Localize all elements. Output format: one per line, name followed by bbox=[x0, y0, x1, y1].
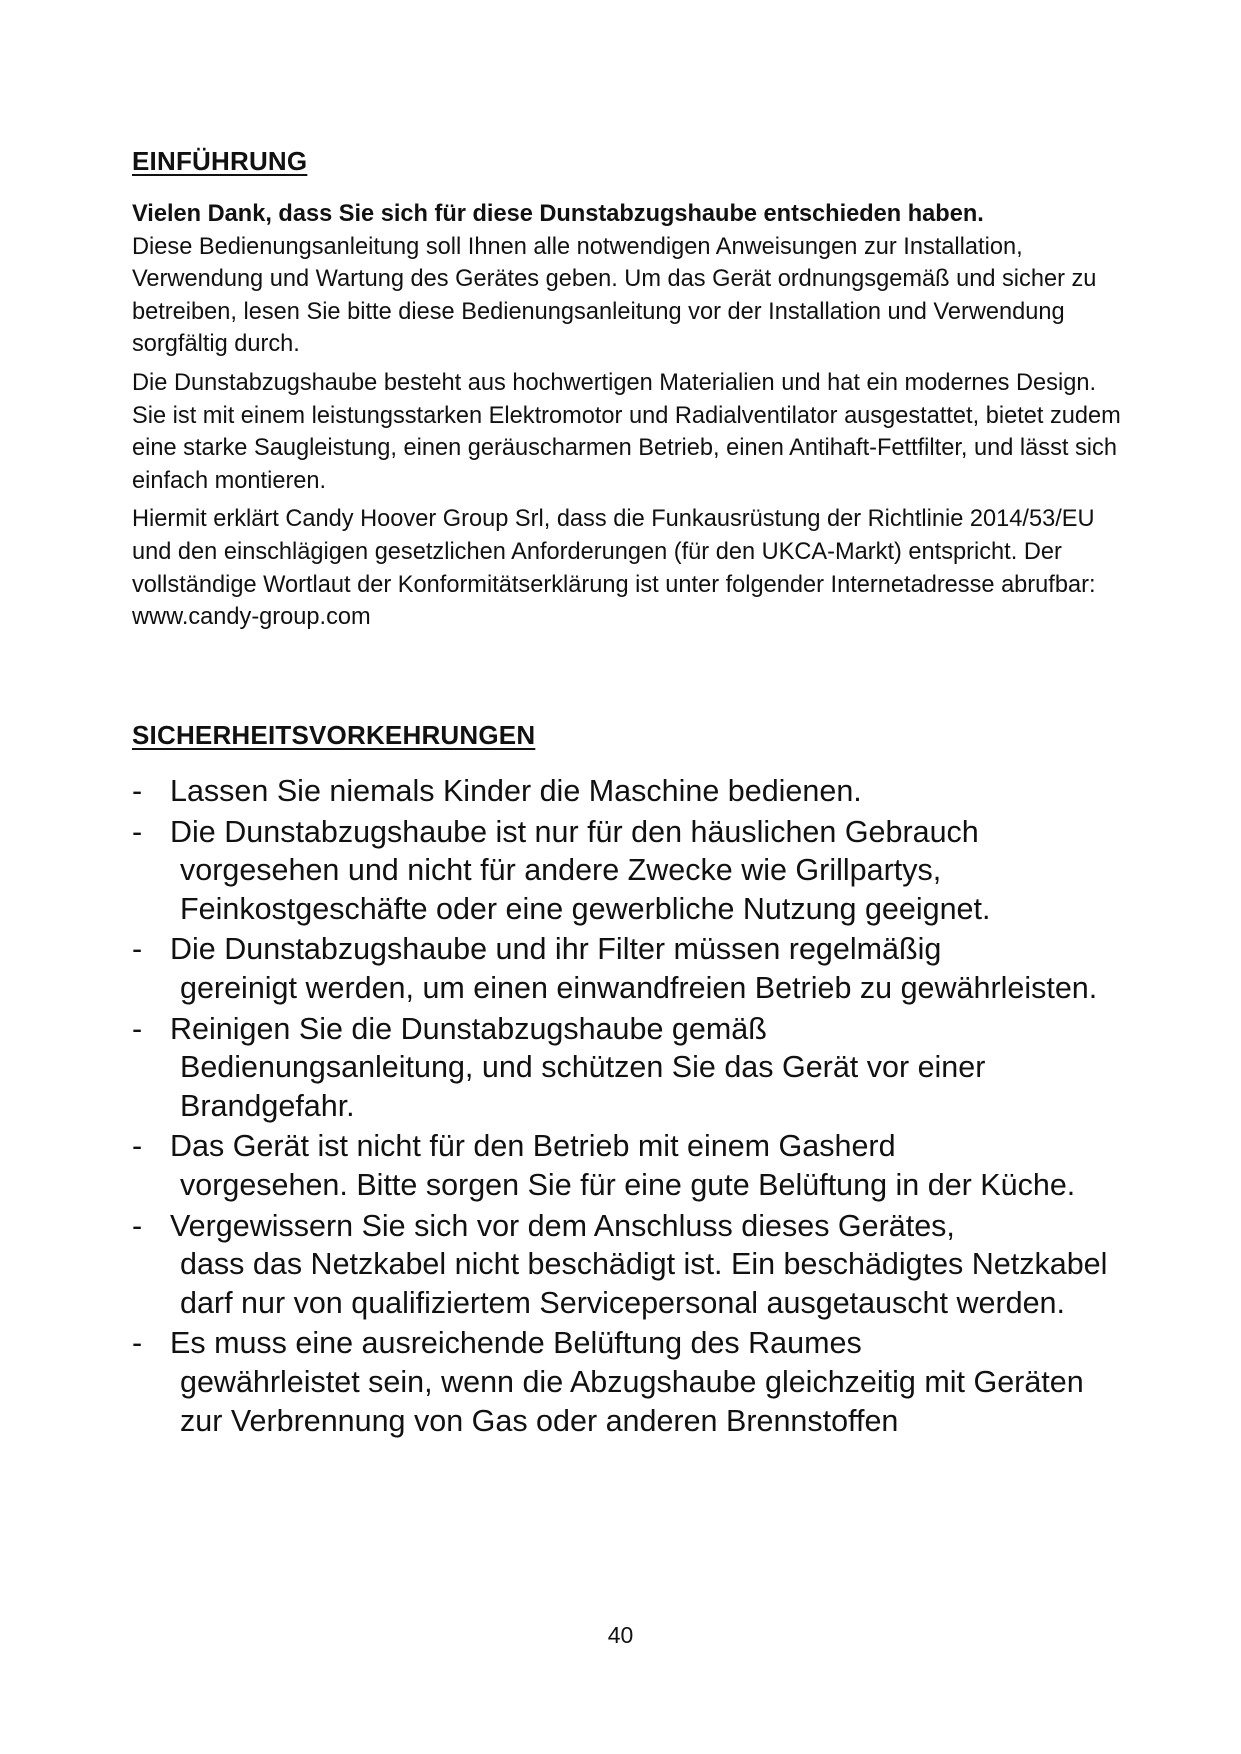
list-item-continuation: vorgesehen und nicht für andere Zwecke wie Grillpartys, Feinkostgeschäfte oder eine gewerbliche Nutzung geeignet. bbox=[180, 853, 991, 926]
list-item-continuation: gereinigt werden, um einen einwandfreien Betrieb zu gewährleisten. bbox=[180, 970, 1098, 1005]
list-item bbox=[132, 930, 1132, 1007]
list-item bbox=[132, 1207, 1132, 1323]
list-item-first-line: Es muss eine ausreichende Belüftung des Raumes bbox=[170, 1326, 862, 1361]
bullet-dash: - bbox=[132, 814, 143, 849]
list-item bbox=[132, 1324, 1132, 1440]
list-item bbox=[132, 1127, 1132, 1204]
bullet-dash: - bbox=[132, 1326, 143, 1361]
list-item-continuation: dass das Netzkabel nicht beschädigt ist. Ein beschädigtes Netzkabel darf nur von qualifiziertem Servicepersonal ausgetauscht werden. bbox=[180, 1247, 1108, 1320]
list-item-continuation: gewährleistet sein, wenn die Abzugshaube gleichzeitig mit Geräten zur Verbrennung von Gas oder anderen Brennstoffen bbox=[180, 1364, 1084, 1438]
bullet-dash: - bbox=[132, 774, 143, 808]
bullet-dash: - bbox=[132, 1208, 143, 1243]
list-item-first-line: Lassen Sie niemals Kinder die Maschine bedienen. bbox=[170, 774, 862, 808]
intro-lead: Vielen Dank, dass Sie sich für diese Dunstabzugshaube entschieden haben. bbox=[132, 201, 984, 227]
list-item-continuation: Bedienungsanleitung, und schützen Sie das Gerät vor einer Brandgefahr. bbox=[180, 1050, 986, 1123]
list-item-continuation: vorgesehen. Bitte sorgen Sie für eine gute Belüftung in der Küche. bbox=[180, 1167, 1076, 1202]
list-item bbox=[132, 813, 1132, 929]
intro-paragraph-1: Diese Bedienungsanleitung soll Ihnen alle notwendigen Anweisungen zur Installation, Verwendung und Wartung des Gerätes geben. Um das Gerät ordnungsgemäß und sicher zu betreiben, lesen Sie bitte diese Bedienungsanleitung vor der Installation und Verwendung sorgfältig durch. bbox=[132, 233, 1097, 358]
intro-paragraph-2: Die Dunstabzugshaube besteht aus hochwertigen Materialien und hat ein modernes Design. Sie ist mit einem leistungsstarken Elektromotor und Radialventilator ausgestattet, bietet zudem eine starke Saugleistung, einen geräuscharmen Betrieb, einen Antihaft-Fettfilter, und lässt sich einfach montieren. bbox=[132, 369, 1121, 494]
list-item bbox=[132, 1010, 1132, 1126]
bullet-dash: - bbox=[132, 932, 143, 967]
bullet-dash: - bbox=[132, 1129, 143, 1164]
list-item-first-line: Die Dunstabzugshaube ist nur für den häuslichen Gebrauch bbox=[170, 814, 979, 849]
bullet-dash: - bbox=[132, 1011, 143, 1046]
intro-section bbox=[132, 198, 1132, 640]
list-item-first-line: Die Dunstabzugshaube und ihr Filter müssen regelmäßig bbox=[170, 932, 942, 967]
list-item-first-line: Reinigen Sie die Dunstabzugshaube gemäß bbox=[170, 1011, 767, 1046]
safety-list bbox=[132, 772, 1132, 1442]
intro-heading: EINFÜHRUNG bbox=[132, 146, 308, 176]
safety-heading: SICHERHEITSVORKEHRUNGEN bbox=[132, 720, 536, 750]
page-number: 40 bbox=[607, 1622, 634, 1648]
list-item bbox=[132, 772, 1132, 811]
list-item-first-line: Vergewissern Sie sich vor dem Anschluss dieses Gerätes, bbox=[170, 1208, 955, 1243]
list-item-first-line: Das Gerät ist nicht für den Betrieb mit einem Gasherd bbox=[170, 1129, 896, 1164]
intro-paragraph-3: Hiermit erklärt Candy Hoover Group Srl, dass die Funkausrüstung der Richtlinie 2014/53/EU und den einschlägigen gesetzlichen Anforderungen (für den UKCA-Markt) entspricht. Der vollständige Wortlaut der Konformitätserklärung ist unter folgender Internetadresse abrufbar: www.candy-group.com bbox=[132, 506, 1096, 631]
